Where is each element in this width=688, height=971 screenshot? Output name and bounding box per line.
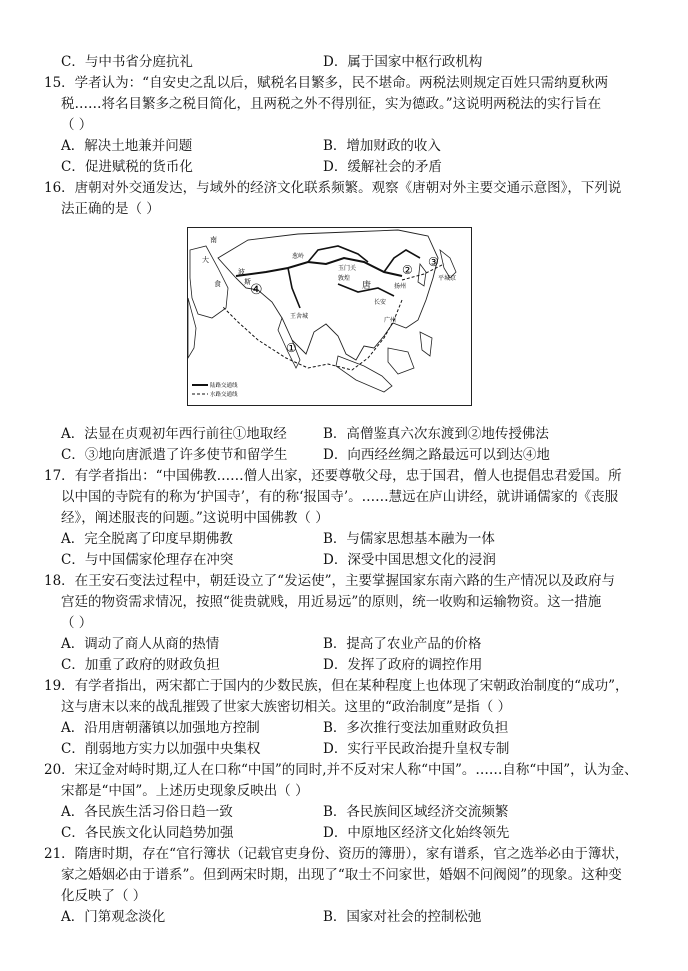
q20-stem-line2: 宋都是“中国”。上述历史现象反映出（ ） — [61, 783, 309, 799]
map-label-yumen: 玉门关 — [338, 265, 357, 272]
q21-stem-line3: 化反映了（ ） — [61, 888, 147, 904]
q17-option-b[interactable]: B．与儒家思想基本融为一体 — [323, 531, 495, 547]
q18-stem-line1: 18．在王安石变法过程中，朝廷设立了“发运使”，主要掌握国家东南六路的生产情况以及政府与 — [44, 573, 615, 589]
q17-option-d[interactable]: D．深受中国思想文化的浸润 — [323, 552, 496, 568]
map-label-guangzhou: 广州 — [384, 317, 397, 324]
q19-stem-line2: 这与唐末以来的战乱摧毁了世家大族密切相关。这里的“政治制度”是指（ ） — [61, 699, 512, 715]
q16-stem-line2: 法正确的是（ ） — [61, 201, 160, 217]
q17-options-cd — [0, 550, 688, 570]
q19-option-b[interactable]: B．多次推行变法加重财政负担 — [323, 720, 509, 736]
q16-option-b[interactable]: B．高僧鉴真六次东渡到②地传授佛法 — [323, 426, 549, 442]
map-marker-1: ① — [286, 341, 297, 355]
q17-stem-line2: 以中国的寺院有的称为‘护国寺’，有的称‘报国寺’。……慧远在庐山讲经，就讲诵儒家的《丧服 — [61, 489, 619, 505]
q18-options-ab — [0, 634, 688, 654]
q18-option-d[interactable]: D．发挥了政府的调控作用 — [323, 657, 483, 673]
map-label-dunhuang: 敦煌 — [338, 275, 351, 282]
q21-option-b[interactable]: B．国家对社会的控制松弛 — [323, 909, 482, 925]
q21-stem-line2: 家之婚姻必由于谱系”。但到两宋时期，出现了“取士不问家世，婚姻不问阀阅”的现象。这种变 — [61, 867, 622, 883]
q18-answer-blank: （ ） — [61, 615, 93, 631]
map-label-tang: 唐 — [362, 281, 372, 291]
q21-option-a[interactable]: A．门第观念淡化 — [61, 909, 166, 925]
map-marker-2: ② — [402, 263, 413, 277]
q16-options-ab — [0, 424, 688, 444]
q18-stem-line2: 宫廷的物资需求情况，按照“徙贵就贱，用近易远”的原则，统一收购和运输物资。这一措施 — [61, 594, 602, 610]
q18-option-a[interactable]: A．调动了商人从商的热情 — [61, 636, 220, 652]
q19-options-cd — [0, 739, 688, 759]
q20-option-d[interactable]: D．中原地区经济文化始终领先 — [323, 825, 510, 841]
legend-sea-route: 水路交通线 — [210, 392, 238, 398]
q17-option-a[interactable]: A．完全脱离了印度早期佛教 — [61, 531, 233, 547]
map-label-changan: 长安 — [374, 299, 387, 306]
q16-option-c[interactable]: C．③地向唐派遣了许多使节和留学生 — [61, 447, 288, 463]
q19-stem-line1: 19．有学者指出，两宋都亡于国内的少数民族，但在某种程度上也体现了宋朝政治制度的“成功”， — [44, 678, 629, 694]
q20-option-a[interactable]: A．各民族生活习俗日趋一致 — [61, 804, 233, 820]
q18-option-c[interactable]: C．加重了政府的财政负担 — [61, 657, 220, 673]
q16-option-a[interactable]: A．法显在贞观初年西行前往①地取经 — [61, 426, 287, 442]
q21-options-ab — [0, 907, 688, 927]
q20-option-c[interactable]: C．各民族文化认同趋势加强 — [61, 825, 234, 841]
map-label-region-n: 南 — [210, 236, 217, 244]
q15-options-cd — [0, 157, 688, 177]
q17-stem-line3: 经》，阐述服丧的问题。”这说明中国佛教（ ） — [61, 510, 329, 526]
q16-stem-line1: 16．唐朝对外交通发达，与域外的经济文化联系频繁。观察《唐朝对外主要交通示意图》，下列说 — [44, 180, 622, 196]
map-label-region-d: 波 — [238, 268, 245, 276]
map-marker-3: ③ — [428, 255, 439, 269]
map-marker-4: ④ — [250, 282, 263, 298]
q17-options-ab — [0, 529, 688, 549]
q20-option-b[interactable]: B．各民族间区域经济交流频繁 — [323, 804, 509, 820]
map-label-pingcheng: 平城京 — [438, 275, 457, 282]
q19-options-ab — [0, 718, 688, 738]
q19-option-c[interactable]: C．削弱地方实力以加强中央集权 — [61, 741, 261, 757]
q14-options-cd — [0, 52, 688, 72]
q20-options-ab — [0, 802, 688, 822]
q15-option-a[interactable]: A．解决土地兼并问题 — [61, 138, 193, 154]
q14-option-d[interactable]: D．属于国家中枢行政机构 — [323, 54, 483, 70]
q21-stem-line1: 21．隋唐时期，存在“官行簿状（记载官吏身份、资历的簿册），家有谱系，官之选举必由于簿状， — [44, 846, 629, 862]
map-label-congling: 葱岭 — [292, 253, 305, 260]
q17-option-c[interactable]: C．与中国儒家伦理存在冲突 — [61, 552, 234, 568]
map-label-wangshecheng: 王舍城 — [290, 313, 309, 320]
q15-option-d[interactable]: D．缓解社会的矛盾 — [323, 159, 442, 175]
map-label-region-w2: 食 — [214, 280, 221, 288]
tang-trade-route-map — [187, 227, 472, 406]
map-label-yangzhou: 扬州 — [394, 283, 407, 290]
q19-option-a[interactable]: A．沿用唐朝藩镇以加强地方控制 — [61, 720, 260, 736]
q18-option-b[interactable]: B．提高了农业产品的价格 — [323, 636, 482, 652]
q15-option-c[interactable]: C．促进赋税的货币化 — [61, 159, 193, 175]
q18-options-cd — [0, 655, 688, 675]
map-label-region-d2: 斯 — [244, 278, 251, 286]
q15-options-ab — [0, 136, 688, 156]
map-svg — [188, 228, 471, 405]
map-label-region-w1: 大 — [202, 256, 209, 264]
q20-stem-line1: 20．宋辽金对峙时期,辽人在口称“中国”的同时,并不反对宋人称“中国”。……自称“中国”，认为金、 — [44, 762, 638, 778]
q15-stem-line2: 税……将名目繁多之税目简化，且两税之外不得別征，实为德政。”这说明两税法的实行旨在 — [61, 96, 602, 112]
q15-option-b[interactable]: B．增加财政的收入 — [323, 138, 441, 154]
q16-options-cd — [0, 445, 688, 465]
q20-options-cd — [0, 823, 688, 843]
q16-option-d[interactable]: D．向西经丝绸之路最远可以到达④地 — [323, 447, 550, 463]
q15-stem-line1: 15．学者认为：“自安史之乱以后，赋税名目繁多，民不堪命。两税法则规定百姓只需纳夏秋两 — [44, 75, 609, 91]
legend-land-route: 陆路交通线 — [210, 383, 238, 389]
q17-stem-line1: 17．有学者指出：“中国佛教……僧人出家，还要尊敬父母，忠于国君，僧人也提倡忠君爱国。所 — [44, 468, 622, 484]
q14-option-c[interactable]: C．与中书省分庭抗礼 — [61, 54, 193, 70]
q15-answer-blank: （ ） — [61, 117, 93, 133]
q19-option-d[interactable]: D．实行平民政治提升皇权专制 — [323, 741, 510, 757]
